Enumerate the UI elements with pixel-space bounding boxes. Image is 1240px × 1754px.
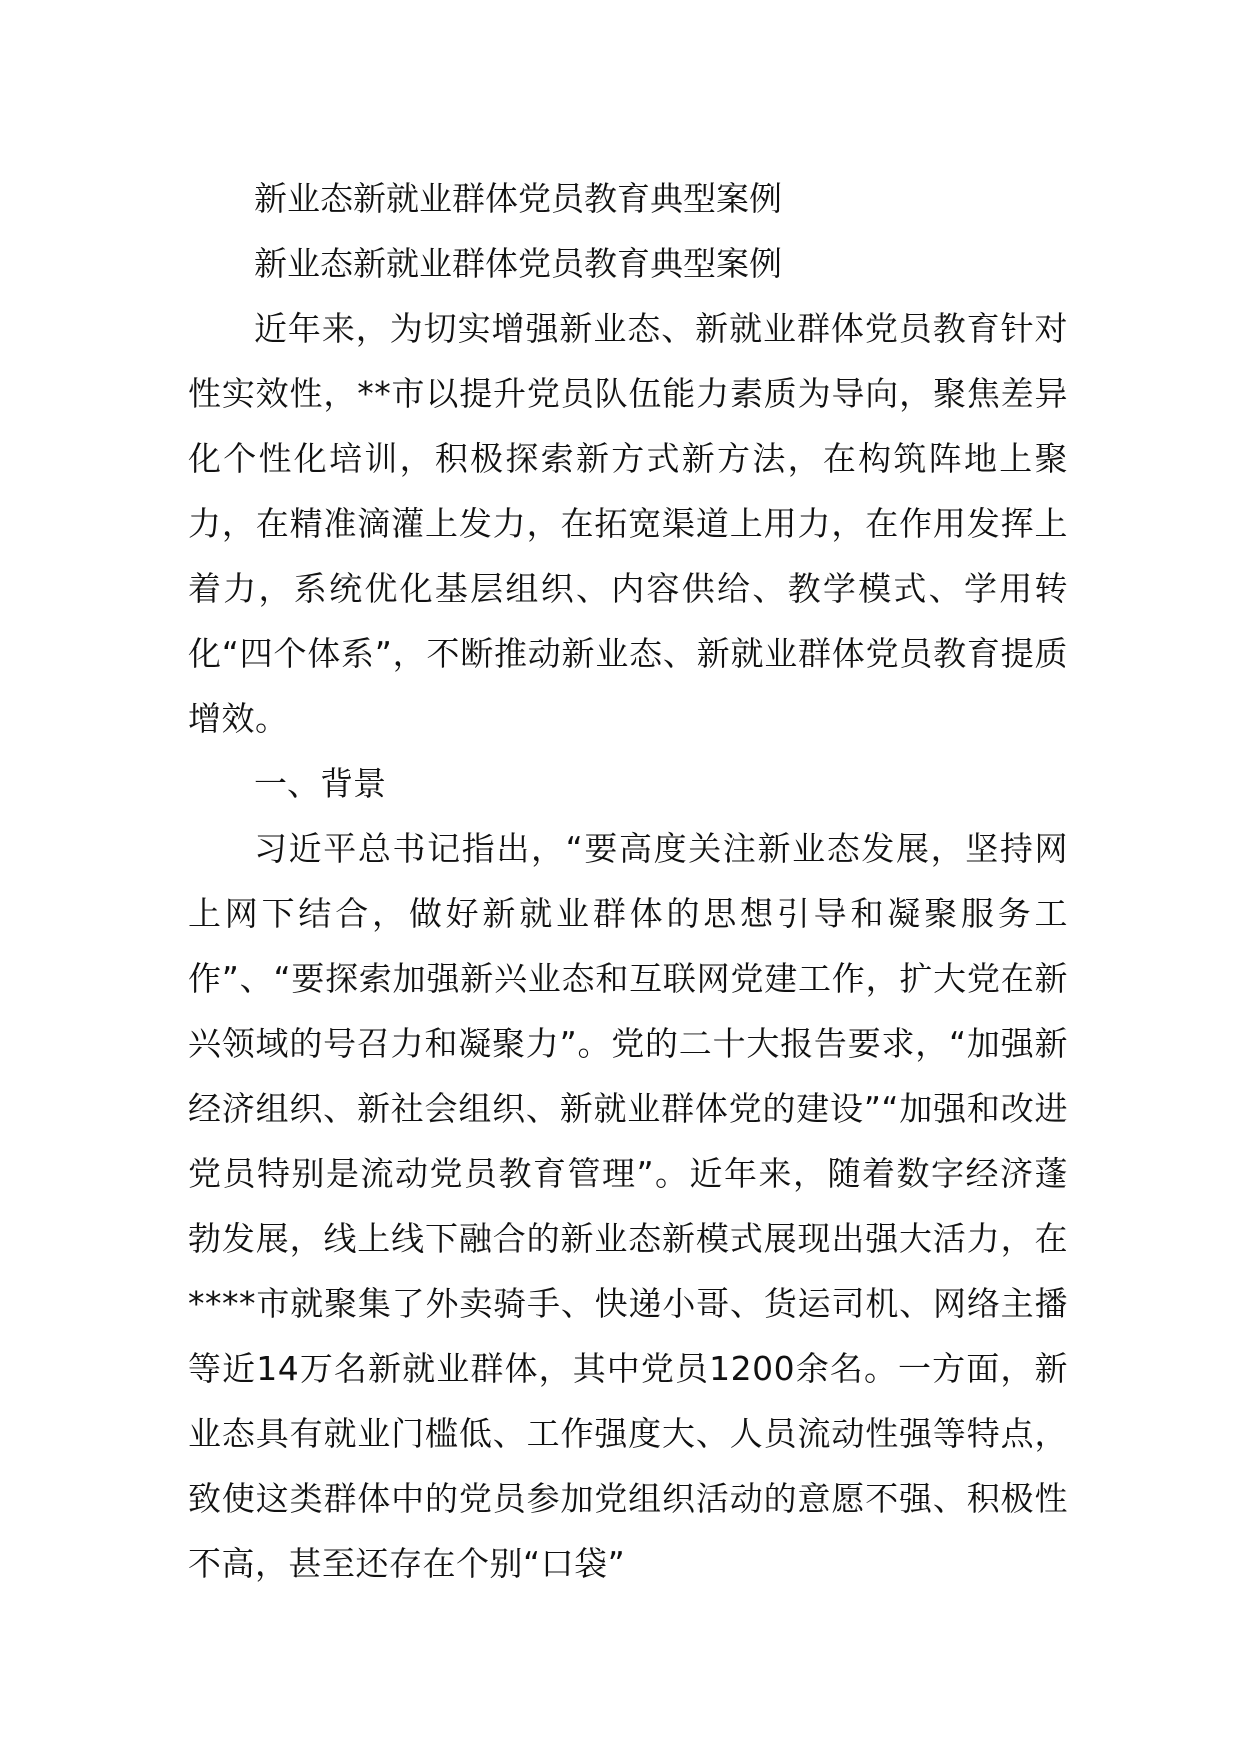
document-body [188,166,1068,1596]
intro-paragraph: 近年来，为切实增强新业态、新就业群体党员教育针对性实效性，**市以提升党员队伍能力素质为导向，聚焦差异化个性化培训，积极探索新方式新方法，在构筑阵地上聚力，在精准滴灌上发力，在拓宽渠道上用力，在作用发挥上着力，系统优化基层组织、内容供给、教学模式、学用转化“四个体系”，不断推动新业态、新就业群体党员教育提质增效。 [188,309,1068,738]
document-title: 新业态新就业群体党员教育典型案例 [254,179,782,218]
background-paragraph: 习近平总书记指出，“要高度关注新业态发展，坚持网上网下结合，做好新就业群体的思想引导和凝聚服务工作”、“要探索加强新兴业态和互联网党建工作，扩大党在新兴领域的号召力和凝聚力”。党的二十大报告要求，“加强新经济组织、新社会组织、新就业群体党的建设”“加强和改进党员特别是流动党员教育管理”。近年来，随着数字经济蓬勃发展，线上线下融合的新业态新模式展现出强大活力，在****市就聚集了外卖骑手、快递小哥、货运司机、网络主播等近14万名新就业群体，其中党员1200余名。一方面，新业态具有就业门槛低、工作强度大、人员流动性强等特点，致使这类群体中的党员参加党组织活动的意愿不强、积极性不高，甚至还存在个别“口袋” [188,829,1068,1583]
document-subtitle: 新业态新就业群体党员教育典型案例 [254,244,782,283]
section-heading-background: 一、背景 [254,764,386,803]
